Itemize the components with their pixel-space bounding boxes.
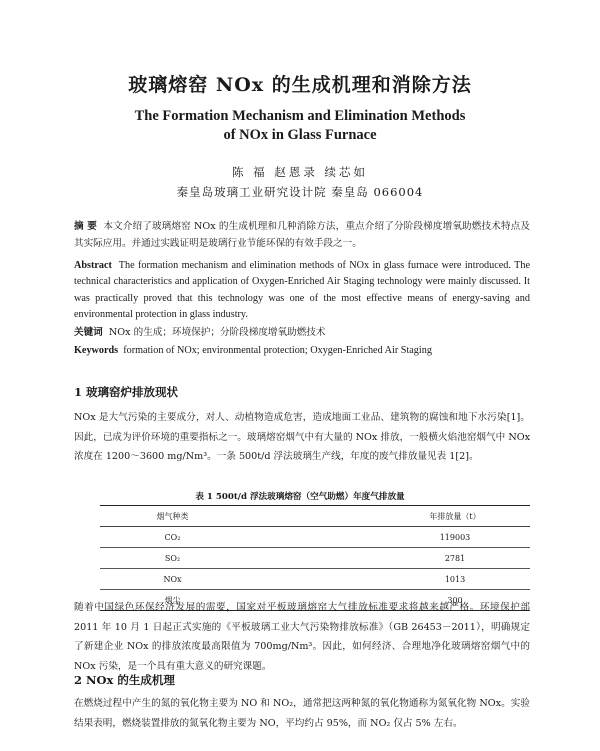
table-cell-amount: 300 <box>380 590 530 611</box>
authors: 陈 福 赵恩录 续芯如 <box>232 165 368 179</box>
emissions-table <box>100 505 530 611</box>
keywords-cn-label: 关键词 <box>74 327 103 338</box>
table-cell-gas: SO₂ <box>100 548 245 569</box>
paper-title-en-line1: The Formation Mechanism and Elimination Methods <box>134 108 466 124</box>
table-cell-amount: 1013 <box>380 569 530 590</box>
table-cell-amount: 119003 <box>380 527 530 548</box>
table-row <box>100 569 530 590</box>
abstract-en <box>74 258 530 324</box>
table-row <box>100 527 530 548</box>
keywords-cn-text: NOx 的生成；环境保护；分阶段梯度增氧助燃技术 <box>108 327 326 338</box>
table-cell-gas: NOx <box>100 569 245 590</box>
paper-title-cn: 玻璃熔窑 NOx 的生成机理和消除方法 <box>128 74 472 96</box>
table-header-row <box>100 506 530 527</box>
section-2-text: 在燃烧过程中产生的氮的氧化物主要为 NO 和 NO₂，通常把这两种氮的氧化物通称为氮氧化物 NOx。实验结果表明，燃烧装置排放的氮氧化物主要为 NO，平均约占 95%，而 NO₂ 仅占 5% 左右。 <box>74 698 530 729</box>
table-row <box>100 548 530 569</box>
affiliation: 秦皇岛玻璃工业研究设计院 秦皇岛 066004 <box>176 185 424 199</box>
table-cell-gas: CO₂ <box>100 527 245 548</box>
table-header-amount: 年排放量（t） <box>380 506 530 527</box>
body-paragraph-2: 随着中国绿色环保经济发展的需要，国家对平板玻璃熔窑大气排放标准要求将越来越严格。环境保护部 2011 年 10 月 1 日起正式实施的《平板玻璃工业大气污染物排放标准》（GB 26453－2011），明确规定了新建企业 NOx 的排放浓度最高限值为 700mg/Nm³。因此，如何经济、合理地净化玻璃熔窑烟气中的 NOx 污染，是一个具有重大意义的研究课题。 <box>74 602 530 672</box>
section-2-heading: 2 NOx 的生成机理 <box>74 673 175 687</box>
table-cell-amount: 2781 <box>380 548 530 569</box>
table-caption: 表 1 500t/d 浮法玻璃熔窑（空气助燃）年度气排放量 <box>195 492 405 502</box>
keywords-en-text: formation of NOx; environmental protection; Oxygen-Enriched Air Staging <box>123 345 432 356</box>
abstract-en-label: Abstract <box>74 260 112 271</box>
section-1-heading: 1 玻璃窑炉排放现状 <box>74 385 179 399</box>
abstract-cn-text: 本文介绍了玻璃熔窑 NOx 的生成机理和几种消除方法，重点介绍了分阶段梯度增氧助燃技术特点及其实际应用。并通过实践证明是玻璃行业节能环保的有效手段之一。 <box>74 221 530 250</box>
table-header-gas: 烟气种类 <box>100 506 245 527</box>
table-cell-gas: 烟尘 <box>100 590 245 611</box>
keywords-en <box>74 342 530 359</box>
abstract-cn <box>74 218 530 252</box>
paper-title-en-line2: of NOx in Glass Furnace <box>223 127 377 143</box>
abstract-cn-label: 摘 要 <box>74 221 97 232</box>
section-1-text: NOx 是大气污染的主要成分，对人、动植物造成危害，造成地面工业品、建筑物的腐蚀和地下水污染[1]。因此，已成为评价环境的重要指标之一。玻璃熔窑烟气中有大量的 NOx 排放，一般横火焰池窑烟气中 NOx 浓度在 1200～3600 mg/Nm³。一条 500t/d 浮法玻璃生产线，年度的废气排放量见表 1[2]。 <box>74 412 530 463</box>
keywords-cn <box>74 324 530 341</box>
abstract-en-text: The formation mechanism and elimination methods of NOx in glass furnace were introduced. The technical characteristics and application of Oxygen-Enriched Air Staging technology were mainly discussed. It was practically proved that this technology was one of the most effective means of energy-saving and environmental protection in glass industry. <box>74 260 531 321</box>
keywords-en-label: Keywords <box>74 345 119 356</box>
